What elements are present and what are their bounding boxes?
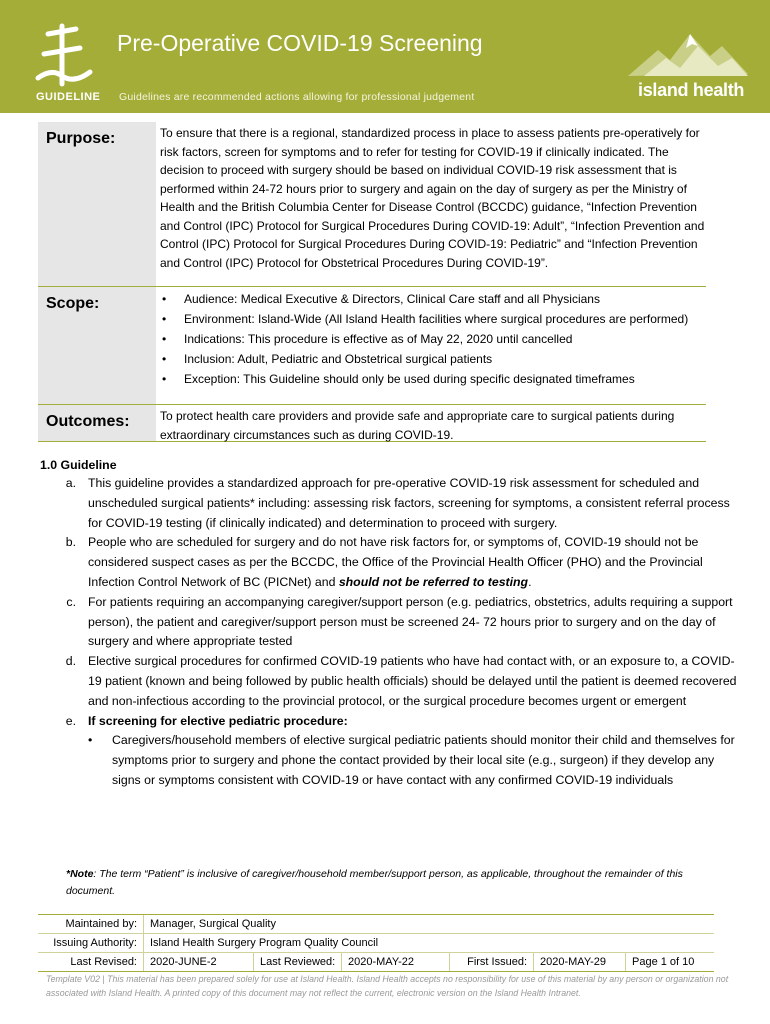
scope-row — [38, 287, 706, 405]
purpose-row — [38, 122, 706, 287]
footer-value: 2020-JUNE-2 — [144, 953, 254, 971]
footer-value: 2020-MAY-29 — [534, 953, 626, 971]
bullet-text: Caregivers/household members of elective surgical pediatric patients should monitor their child and themselves for symptoms prior to surgery and phone the contact provided by their local site (e.g., surgeon) if they develop any signs or symptoms consistent with COVID-19 or have contact with any confirmed COVID-19 individuals — [112, 733, 735, 787]
footer-row-maintained — [38, 915, 714, 934]
guideline-item-b — [38, 533, 738, 592]
guideline-section — [38, 458, 738, 791]
list-item: • Audience: Medical Executive & Directors, Clinical Care staff and all Physicians — [160, 289, 706, 309]
footer-value: Island Health Surgery Program Quality Council — [150, 937, 379, 949]
item-marker: d. — [65, 654, 76, 669]
item-text: Elective surgical procedures for confirmed COVID-19 patients who have had contact with, or an exposure to, a COVID-19 patient (known and being followed by public health officials) should be delayed until the patient is deemed recovered and non-infectious according to the provincial protocol, or the surgical procedure becomes urgent or emergent — [88, 654, 737, 708]
guideline-item-c — [38, 593, 738, 652]
list-item: • Indications: This procedure is effective as of May 22, 2020 until cancelled — [160, 329, 706, 349]
item-text — [88, 533, 738, 592]
note-label: *Note — [66, 868, 94, 880]
list-item: • Exception: This Guideline should only be used during specific designated timeframes — [160, 369, 706, 389]
guideline-badge: GUIDELINE — [36, 91, 101, 103]
bullet-marker: • — [88, 733, 93, 748]
footer-label: First Issued: — [450, 953, 534, 971]
footer-label: Last Reviewed: — [254, 953, 342, 971]
list-item: • Inclusion: Adult, Pediatric and Obstetrical surgical patients — [160, 349, 706, 369]
page-subtitle: Guidelines are recommended actions allowing for professional judgement — [119, 91, 475, 103]
footer-disclaimer: Template V02 | This material has been prepared solely for use at Island Health. Island Health accepts no responsibility for use of this material by any person or organization not associated with Island Health. A printed copy of this document may not reflect the current, electronic version on the Island Health Intranet. — [46, 974, 729, 998]
purpose-text: To ensure that there is a regional, standardized process in place to assess patients pre-operatively for risk factors, screen for symptoms and to refer for testing for COVID-19 if clinically indicated. The decision to proceed with surgery should be based on individual COVID-19 risk assessment that is performed within 24-72 hours prior to surgery and again on the day of surgery as per the Ministry of Health and the British Columbia Center for Disease Control (BCCDC) guidance, “Infection Prevention and Control (IPC) Protocol for Surgical Procedures During COVID-19: Adult”, “Infection Prevention and Control (IPC) Protocol for Surgical Procedures During COVID-19: Pediatric” and “Infection Prevention and Control (IPC) Protocol for Obstetrical Procedures During COVID-19”. — [160, 126, 705, 270]
item-text: If screening for elective pediatric procedure: — [88, 713, 348, 728]
outcomes-text: To protect health care providers and provide safe and appropriate care to surgical patients during extraordinary circumstances such as during COVID-19. — [160, 409, 675, 442]
purpose-label: Purpose: — [38, 122, 156, 286]
item-text: This guideline provides a standardized approach for pre-operative COVID-19 risk assessment for scheduled and unscheduled surgical patients* including: assessing risk factors, screening for symptoms, a consistent referral process for COVID-19 testing (if clinically indicated) and determination to proceed with surgery. — [88, 476, 730, 530]
brand-logo-text: island health — [638, 80, 745, 100]
pediatric-bullet — [88, 731, 738, 790]
emphasis-text: should not be referred to testing — [338, 574, 529, 589]
guideline-item-a — [38, 474, 738, 533]
footer-label: Issuing Authority: — [38, 934, 144, 952]
footer-value: 2020-MAY-22 — [342, 953, 450, 971]
item-text-part: People who are scheduled for surgery and do not have risk factors for, or symptoms of, COVID-19 should not be considered suspect cases as per the BCCDC, the Office of the Provincial Health Officer (PHO) and the Provincial Infection Control Network of BC (PICNet) and — [88, 535, 703, 589]
item-marker: a. — [65, 476, 76, 490]
page-number: Page 1 of 10 — [632, 956, 695, 968]
footer-value: Manager, Surgical Quality — [150, 918, 276, 930]
page-title: Pre-Operative COVID-19 Screening — [117, 30, 483, 56]
footer-row-issuing — [38, 934, 714, 953]
document-footer — [38, 914, 714, 972]
item-marker: e. — [65, 713, 76, 728]
note-body: : The term “Patient” is inclusive of caregiver/household member/support person, as applicable, throughout the remainder of this document. — [66, 868, 683, 897]
guideline-item-d — [38, 652, 738, 711]
mountains-icon — [628, 28, 748, 78]
scope-list — [160, 289, 706, 389]
section-heading: 1.0 Guideline — [40, 458, 117, 472]
note-text — [66, 866, 726, 900]
item-text: For patients requiring an accompanying caregiver/support person (e.g. pediatrics, obstetrics, adults requiring a support person), the patient and caregiver/support person must be screened 24- 72 hours prior to surgery and on the day of surgery and where appropriate tested — [88, 594, 733, 649]
footer-label: Maintained by: — [38, 915, 144, 933]
list-item: • Environment: Island-Wide (All Island Health facilities where surgical procedures are performed) — [160, 309, 706, 329]
guideline-item-e — [38, 712, 738, 732]
item-marker: c. — [66, 594, 76, 609]
item-text-part: . — [528, 574, 532, 589]
scope-label: Scope: — [38, 287, 156, 404]
document-header — [0, 0, 770, 113]
outcomes-label: Outcomes: — [38, 405, 156, 441]
footer-row-dates — [38, 953, 714, 972]
summary-box — [38, 122, 706, 442]
footer-label: Last Revised: — [38, 953, 144, 971]
outcomes-row — [38, 405, 706, 442]
item-marker: b. — [65, 535, 76, 550]
signpost-icon — [30, 20, 100, 90]
